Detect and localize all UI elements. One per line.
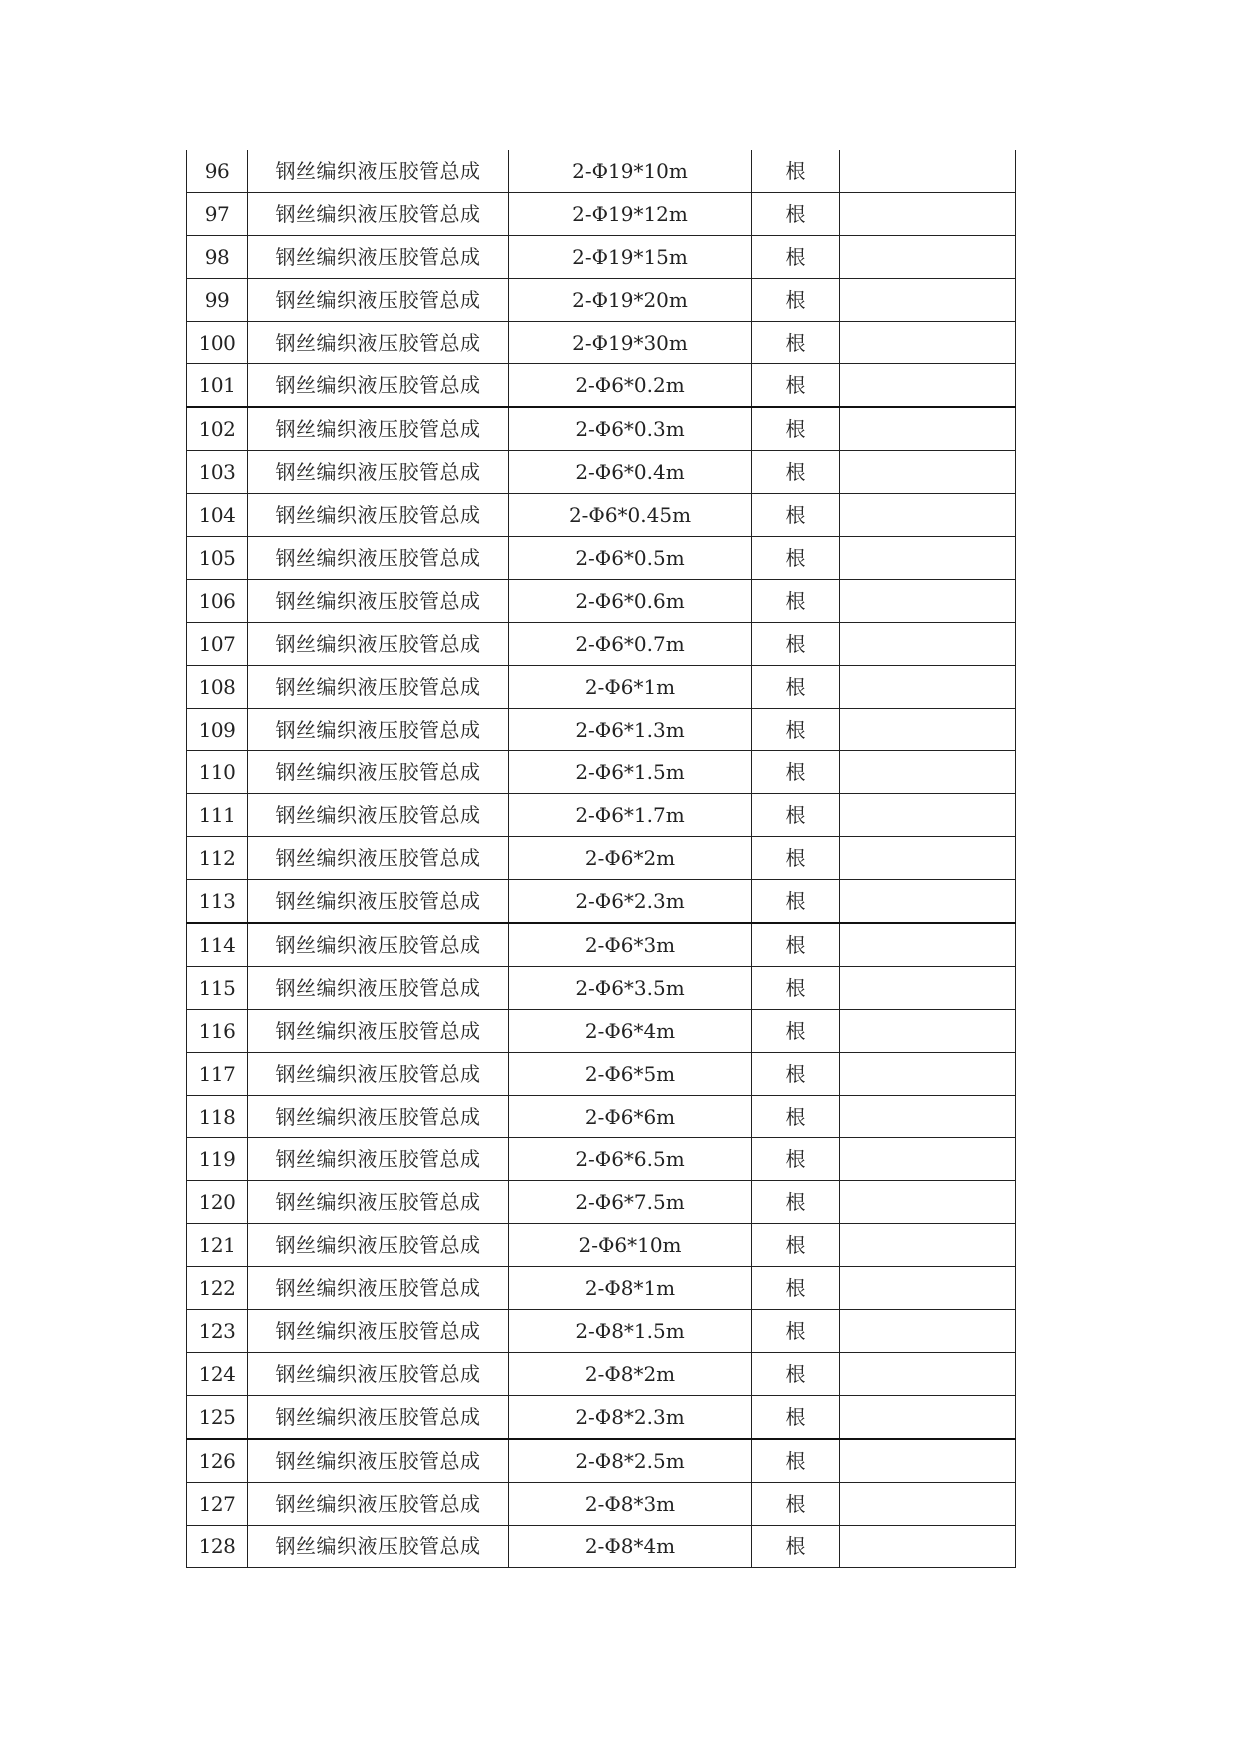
- row-number-cell: 113: [187, 880, 248, 923]
- row-number-cell: 121: [187, 1224, 248, 1267]
- table-row: [187, 794, 1016, 837]
- row-number-cell: 117: [187, 1052, 248, 1095]
- unit-cell: 根: [752, 1138, 840, 1181]
- table-row: [187, 494, 1016, 537]
- item-name-cell: 钢丝编织液压胶管总成: [248, 1439, 509, 1482]
- item-name-cell: 钢丝编织液压胶管总成: [248, 1310, 509, 1353]
- note-cell: [840, 321, 1016, 364]
- row-number-cell: 109: [187, 708, 248, 751]
- row-number-cell: 110: [187, 751, 248, 794]
- unit-cell: 根: [752, 1052, 840, 1095]
- note-cell: [840, 1052, 1016, 1095]
- note-cell: [840, 1138, 1016, 1181]
- table-row: [187, 278, 1016, 321]
- unit-cell: 根: [752, 537, 840, 580]
- item-name-cell: 钢丝编织液压胶管总成: [248, 1395, 509, 1438]
- row-number-cell: 100: [187, 321, 248, 364]
- note-cell: [840, 923, 1016, 966]
- spec-cell: 2-Φ6*7.5m: [509, 1181, 752, 1224]
- row-number-cell: 105: [187, 537, 248, 580]
- note-cell: [840, 407, 1016, 450]
- item-name-cell: 钢丝编织液压胶管总成: [248, 579, 509, 622]
- row-number-cell: 123: [187, 1310, 248, 1353]
- item-name-cell: 钢丝编织液压胶管总成: [248, 622, 509, 665]
- unit-cell: 根: [752, 192, 840, 235]
- spec-cell: 2-Φ19*12m: [509, 192, 752, 235]
- row-number-cell: 115: [187, 966, 248, 1009]
- row-number-cell: 114: [187, 923, 248, 966]
- row-number-cell: 97: [187, 192, 248, 235]
- row-number-cell: 108: [187, 665, 248, 708]
- table-row: [187, 364, 1016, 407]
- table-row: [187, 1009, 1016, 1052]
- note-cell: [840, 1395, 1016, 1438]
- item-name-cell: 钢丝编织液压胶管总成: [248, 1009, 509, 1052]
- spec-cell: 2-Φ6*3.5m: [509, 966, 752, 1009]
- row-number-cell: 101: [187, 364, 248, 407]
- spec-cell: 2-Φ19*30m: [509, 321, 752, 364]
- spec-cell: 2-Φ6*0.5m: [509, 537, 752, 580]
- spec-cell: 2-Φ8*2.3m: [509, 1395, 752, 1438]
- unit-cell: 根: [752, 751, 840, 794]
- unit-cell: 根: [752, 278, 840, 321]
- row-number-cell: 119: [187, 1138, 248, 1181]
- table-row: [187, 1395, 1016, 1438]
- table-row: [187, 537, 1016, 580]
- table-row: [187, 579, 1016, 622]
- item-name-cell: 钢丝编织液压胶管总成: [248, 1525, 509, 1568]
- unit-cell: 根: [752, 880, 840, 923]
- note-cell: [840, 794, 1016, 837]
- note-cell: [840, 364, 1016, 407]
- table-row: [187, 1224, 1016, 1267]
- unit-cell: 根: [752, 451, 840, 494]
- table-row: [187, 1095, 1016, 1138]
- spec-cell: 2-Φ8*1m: [509, 1267, 752, 1310]
- unit-cell: 根: [752, 1352, 840, 1395]
- spec-cell: 2-Φ6*3m: [509, 923, 752, 966]
- row-number-cell: 103: [187, 451, 248, 494]
- table-row: [187, 1482, 1016, 1525]
- item-name-cell: 钢丝编织液压胶管总成: [248, 1352, 509, 1395]
- item-name-cell: 钢丝编织液压胶管总成: [248, 751, 509, 794]
- item-name-cell: 钢丝编织液压胶管总成: [248, 407, 509, 450]
- note-cell: [840, 579, 1016, 622]
- row-number-cell: 116: [187, 1009, 248, 1052]
- unit-cell: 根: [752, 150, 840, 192]
- table-row: [187, 880, 1016, 923]
- table-row: [187, 407, 1016, 450]
- item-name-cell: 钢丝编织液压胶管总成: [248, 537, 509, 580]
- table-row: [187, 622, 1016, 665]
- unit-cell: 根: [752, 1009, 840, 1052]
- item-name-cell: 钢丝编织液压胶管总成: [248, 278, 509, 321]
- note-cell: [840, 665, 1016, 708]
- unit-cell: 根: [752, 837, 840, 880]
- unit-cell: 根: [752, 665, 840, 708]
- row-number-cell: 104: [187, 494, 248, 537]
- spec-cell: 2-Φ6*1.3m: [509, 708, 752, 751]
- note-cell: [840, 622, 1016, 665]
- note-cell: [840, 1310, 1016, 1353]
- table-row: [187, 321, 1016, 364]
- table-row: [187, 1525, 1016, 1568]
- spec-cell: 2-Φ6*0.3m: [509, 407, 752, 450]
- table-row: [187, 1181, 1016, 1224]
- table-row: [187, 1267, 1016, 1310]
- unit-cell: 根: [752, 1095, 840, 1138]
- item-name-cell: 钢丝编织液压胶管总成: [248, 494, 509, 537]
- row-number-cell: 127: [187, 1482, 248, 1525]
- unit-cell: 根: [752, 1525, 840, 1568]
- spec-cell: 2-Φ8*2.5m: [509, 1439, 752, 1482]
- note-cell: [840, 1224, 1016, 1267]
- note-cell: [840, 1525, 1016, 1568]
- unit-cell: 根: [752, 708, 840, 751]
- spec-cell: 2-Φ6*0.7m: [509, 622, 752, 665]
- row-number-cell: 120: [187, 1181, 248, 1224]
- item-name-cell: 钢丝编织液压胶管总成: [248, 837, 509, 880]
- item-name-cell: 钢丝编织液压胶管总成: [248, 235, 509, 278]
- row-number-cell: 98: [187, 235, 248, 278]
- item-name-cell: 钢丝编织液压胶管总成: [248, 966, 509, 1009]
- unit-cell: 根: [752, 1224, 840, 1267]
- spec-cell: 2-Φ6*0.45m: [509, 494, 752, 537]
- unit-cell: 根: [752, 966, 840, 1009]
- note-cell: [840, 1267, 1016, 1310]
- spec-cell: 2-Φ6*1m: [509, 665, 752, 708]
- row-number-cell: 124: [187, 1352, 248, 1395]
- spec-cell: 2-Φ8*4m: [509, 1525, 752, 1568]
- item-name-cell: 钢丝编织液压胶管总成: [248, 1181, 509, 1224]
- note-cell: [840, 494, 1016, 537]
- row-number-cell: 126: [187, 1439, 248, 1482]
- note-cell: [840, 966, 1016, 1009]
- unit-cell: 根: [752, 407, 840, 450]
- note-cell: [840, 751, 1016, 794]
- note-cell: [840, 1009, 1016, 1052]
- note-cell: [840, 192, 1016, 235]
- spec-cell: 2-Φ19*15m: [509, 235, 752, 278]
- row-number-cell: 96: [187, 150, 248, 192]
- spec-cell: 2-Φ19*10m: [509, 150, 752, 192]
- item-name-cell: 钢丝编织液压胶管总成: [248, 1138, 509, 1181]
- item-name-cell: 钢丝编织液压胶管总成: [248, 708, 509, 751]
- table-row: [187, 837, 1016, 880]
- item-name-cell: 钢丝编织液压胶管总成: [248, 1095, 509, 1138]
- item-name-cell: 钢丝编织液压胶管总成: [248, 321, 509, 364]
- table-row: [187, 966, 1016, 1009]
- item-name-cell: 钢丝编织液压胶管总成: [248, 1267, 509, 1310]
- spec-cell: 2-Φ8*3m: [509, 1482, 752, 1525]
- spec-cell: 2-Φ6*0.6m: [509, 579, 752, 622]
- note-cell: [840, 1439, 1016, 1482]
- note-cell: [840, 1095, 1016, 1138]
- spec-cell: 2-Φ6*0.2m: [509, 364, 752, 407]
- unit-cell: 根: [752, 1395, 840, 1438]
- unit-cell: 根: [752, 923, 840, 966]
- row-number-cell: 112: [187, 837, 248, 880]
- unit-cell: 根: [752, 1267, 840, 1310]
- table-row: [187, 235, 1016, 278]
- table-row: [187, 1439, 1016, 1482]
- note-cell: [840, 1181, 1016, 1224]
- unit-cell: 根: [752, 494, 840, 537]
- note-cell: [840, 1352, 1016, 1395]
- table-row: [187, 1138, 1016, 1181]
- spec-cell: 2-Φ19*20m: [509, 278, 752, 321]
- table-row: [187, 751, 1016, 794]
- row-number-cell: 118: [187, 1095, 248, 1138]
- table-row: [187, 1052, 1016, 1095]
- unit-cell: 根: [752, 794, 840, 837]
- spec-cell: 2-Φ6*4m: [509, 1009, 752, 1052]
- note-cell: [840, 150, 1016, 192]
- row-number-cell: 122: [187, 1267, 248, 1310]
- item-name-cell: 钢丝编织液压胶管总成: [248, 794, 509, 837]
- unit-cell: 根: [752, 1439, 840, 1482]
- spec-cell: 2-Φ6*6.5m: [509, 1138, 752, 1181]
- note-cell: [840, 708, 1016, 751]
- table-row: [187, 708, 1016, 751]
- table-row: [187, 451, 1016, 494]
- table-row: [187, 192, 1016, 235]
- note-cell: [840, 880, 1016, 923]
- unit-cell: 根: [752, 321, 840, 364]
- unit-cell: 根: [752, 1181, 840, 1224]
- table-row: [187, 923, 1016, 966]
- note-cell: [840, 235, 1016, 278]
- spec-cell: 2-Φ6*2m: [509, 837, 752, 880]
- item-name-cell: 钢丝编织液压胶管总成: [248, 364, 509, 407]
- spec-cell: 2-Φ6*1.7m: [509, 794, 752, 837]
- spec-cell: 2-Φ8*2m: [509, 1352, 752, 1395]
- spec-cell: 2-Φ6*1.5m: [509, 751, 752, 794]
- row-number-cell: 106: [187, 579, 248, 622]
- table-row: [187, 150, 1016, 192]
- item-name-cell: 钢丝编织液压胶管总成: [248, 1482, 509, 1525]
- table-row: [187, 1310, 1016, 1353]
- parts-table: [186, 150, 1016, 1568]
- row-number-cell: 111: [187, 794, 248, 837]
- spec-cell: 2-Φ8*1.5m: [509, 1310, 752, 1353]
- table-row: [187, 665, 1016, 708]
- spec-cell: 2-Φ6*5m: [509, 1052, 752, 1095]
- row-number-cell: 102: [187, 407, 248, 450]
- item-name-cell: 钢丝编织液压胶管总成: [248, 192, 509, 235]
- row-number-cell: 99: [187, 278, 248, 321]
- note-cell: [840, 537, 1016, 580]
- note-cell: [840, 1482, 1016, 1525]
- row-number-cell: 107: [187, 622, 248, 665]
- note-cell: [840, 451, 1016, 494]
- unit-cell: 根: [752, 364, 840, 407]
- unit-cell: 根: [752, 622, 840, 665]
- note-cell: [840, 837, 1016, 880]
- item-name-cell: 钢丝编织液压胶管总成: [248, 880, 509, 923]
- item-name-cell: 钢丝编织液压胶管总成: [248, 1052, 509, 1095]
- item-name-cell: 钢丝编织液压胶管总成: [248, 451, 509, 494]
- item-name-cell: 钢丝编织液压胶管总成: [248, 923, 509, 966]
- unit-cell: 根: [752, 235, 840, 278]
- item-name-cell: 钢丝编织液压胶管总成: [248, 150, 509, 192]
- spec-cell: 2-Φ6*10m: [509, 1224, 752, 1267]
- note-cell: [840, 278, 1016, 321]
- row-number-cell: 125: [187, 1395, 248, 1438]
- unit-cell: 根: [752, 1482, 840, 1525]
- item-name-cell: 钢丝编织液压胶管总成: [248, 1224, 509, 1267]
- unit-cell: 根: [752, 579, 840, 622]
- unit-cell: 根: [752, 1310, 840, 1353]
- item-name-cell: 钢丝编织液压胶管总成: [248, 665, 509, 708]
- spec-cell: 2-Φ6*6m: [509, 1095, 752, 1138]
- spec-cell: 2-Φ6*0.4m: [509, 451, 752, 494]
- row-number-cell: 128: [187, 1525, 248, 1568]
- parts-table-body: [187, 150, 1016, 1568]
- table-row: [187, 1352, 1016, 1395]
- spec-cell: 2-Φ6*2.3m: [509, 880, 752, 923]
